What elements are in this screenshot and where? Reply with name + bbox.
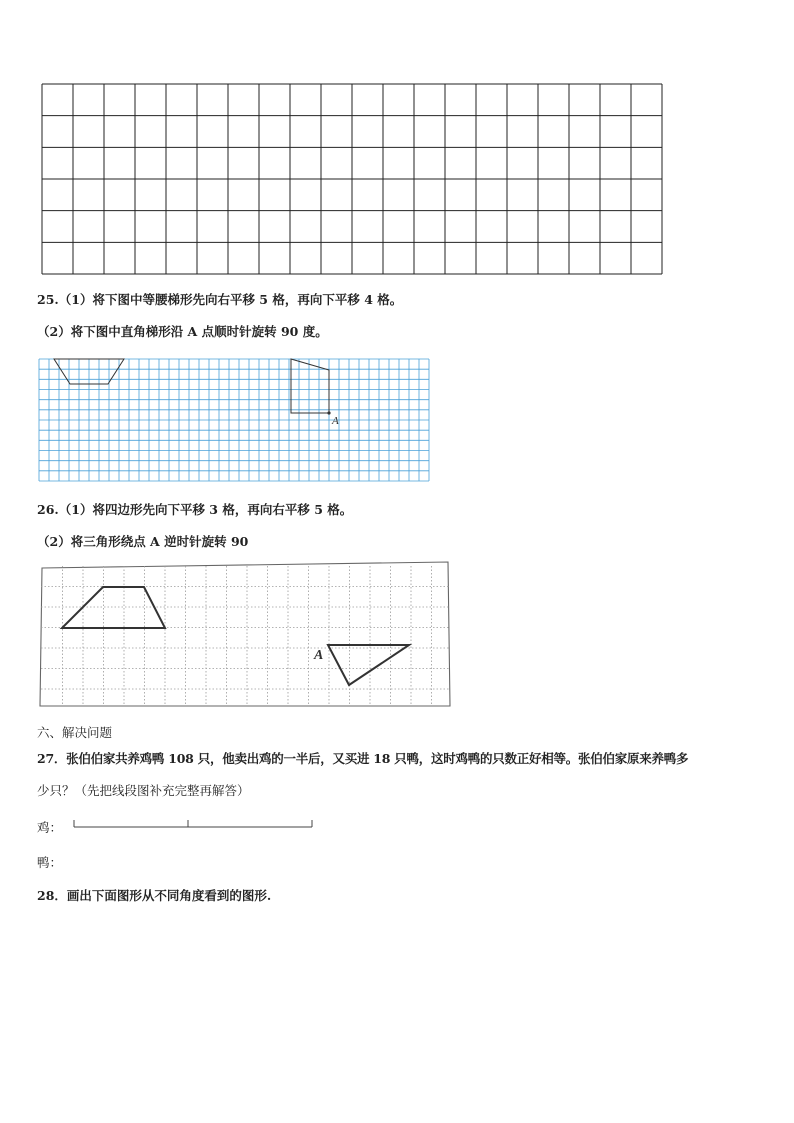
dotted-grid-figure: [38, 560, 452, 708]
blue-grid-lines: [39, 359, 429, 481]
chicken-line-segment: [70, 817, 316, 831]
blue-grid-figure: [38, 358, 430, 482]
section-title: 六、解决问题: [37, 725, 113, 740]
point-a-label: A: [332, 415, 339, 427]
question-26-part-2: （2）将三角形绕点 A 逆时针旋转 90: [37, 534, 249, 549]
grid-frame: [40, 562, 450, 706]
answer-grid: [41, 83, 663, 275]
question-25-part-2: （2）将下图中直角梯形沿 A 点顺时针旋转 90 度。: [37, 324, 328, 339]
question-27-line-1: 27．张伯伯家共养鸡鸭 108 只，他卖出鸡的一半后，又买进 18 只鸭，这时鸡鸭的只数正好相等。张伯伯家原来养鸭多: [37, 751, 689, 766]
point-a-marker: [327, 411, 330, 414]
question-26-part-1: 26.（1）将四边形先向下平移 3 格，再向右平移 5 格。: [37, 502, 353, 517]
question-25-part-1: 25.（1）将下图中等腰梯形先向右平移 5 格，再向下平移 4 格。: [37, 292, 403, 307]
question-27-line-2: 少只？（先把线段图补充完整再解答）: [37, 783, 250, 798]
chicken-label: 鸡：: [37, 820, 63, 835]
duck-label: 鸭：: [37, 855, 63, 870]
triangle: [328, 645, 409, 685]
question-28: 28．画出下面图形从不同角度看到的图形.: [37, 888, 272, 903]
point-a-label: A: [314, 648, 324, 663]
right-trapezoid: [291, 359, 329, 413]
quadrilateral: [62, 587, 165, 628]
